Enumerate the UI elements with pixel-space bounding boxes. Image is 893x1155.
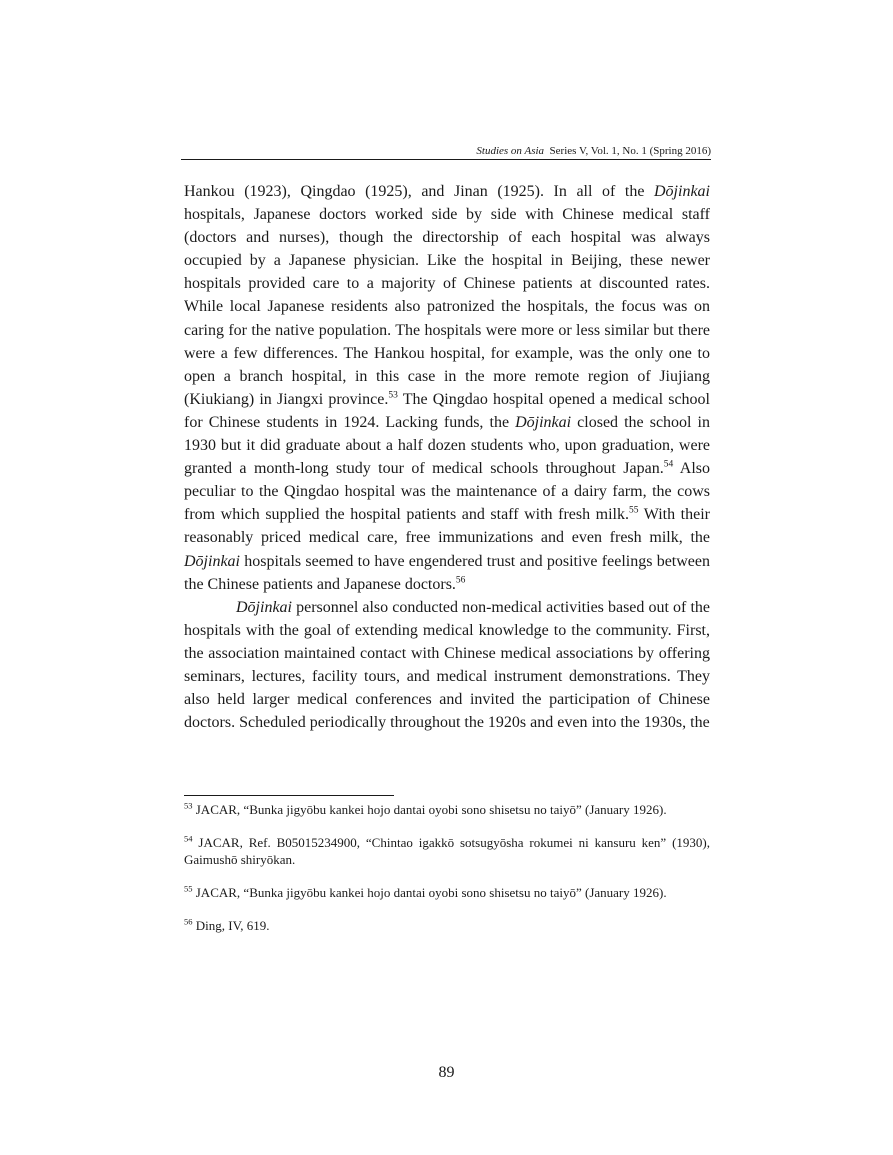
running-header [181,144,711,158]
footnote-ref-56[interactable]: 56 [455,575,466,586]
text-run: hospitals seemed to have engendered trust and positive feelings between the Chinese patients and Japanese doctors. [184,552,710,593]
text-run: hospitals, Japanese doctors worked side by side with Chinese medical staff (doctors and nurses), though the directorship of each hospital was always occupied by a Japanese physician. Like the hospital in Beijing, these newer hospitals provided care to a majority of Chinese patients at discounted rates. While local Japanese residents also patronized the hospitals, the focus was on caring for the native population. The hospitals were more or less similar but there were a few differences. The Hankou hospital, for example, was the only one to open a branch hospital, in this case in the more remote region of Jiujiang (Kiukiang) in Jiangxi province. [184,206,710,408]
footnote-55 [184,884,710,901]
footnote-text: JACAR, Ref. B05015234900, “Chintao igakkō sotsugyōsha rokumei ni kansuru ken” (1930), Gaimushō shiryōkan. [184,835,710,867]
paragraph-1 [184,180,710,596]
footnote-number: 53 [184,800,193,811]
footnotes [184,801,710,950]
header-rule [181,159,711,160]
footnote-number: 54 [184,833,193,844]
text-run: Hankou (1923), Qingdao (1925), and Jinan (1925). In all of the [184,183,654,200]
journal-issue: Series V, Vol. 1, No. 1 (Spring 2016) [549,145,711,157]
footnote-text: Ding, IV, 619. [195,918,270,933]
main-text [184,180,710,734]
footnote-53 [184,801,710,818]
term-dojinkai: Dōjinkai [184,552,240,570]
text-run: With their reasonably priced medical care, free immunizations and even fresh milk, the [184,506,710,547]
footnote-54 [184,834,710,868]
footnote-separator [184,795,394,796]
text-run: Also peculiar to the Qingdao hospital was the maintenance of a dairy farm, the cows from which supplied the hospital patients and staff with fresh milk. [184,460,710,524]
text-run: closed the school in 1930 but it did graduate about a half dozen students who, upon graduation, were granted a month-long study tour of medical schools throughout Japan. [184,413,710,478]
term-dojinkai: Dōjinkai [654,183,710,200]
page-number: 89 [438,1064,455,1081]
text-run: The Qingdao hospital opened a medical school for Chinese students in 1924. Lacking funds, the [184,390,711,431]
text-run: personnel also conducted non-medical activities based out of the hospitals with the goal of extending medical knowledge to the community. First, the association maintained contact with Chinese medical associations by offering seminars, lectures, facility tours, and medical instrument demonstrations. They also held larger medical conferences and invited the participation of Chinese doctors. Scheduled periodically throughout the 1920s and even into the 1930s, the [184,598,710,732]
footnote-56 [184,917,710,934]
journal-title: Studies on Asia [476,145,545,157]
term-dojinkai: Dōjinkai [515,413,572,431]
paragraph-2 [184,596,710,735]
footnote-text: JACAR, “Bunka jigyōbu kankei hojo dantai oyobi sono shisetsu no taiyō” (January 1926). [195,885,667,900]
footnote-number: 56 [184,916,193,927]
footnote-number: 55 [184,883,193,894]
footnote-ref-54[interactable]: 54 [663,459,674,470]
footnote-ref-53[interactable]: 53 [388,390,398,401]
footnote-ref-55[interactable]: 55 [629,505,639,516]
term-dojinkai: Dōjinkai [236,598,292,616]
footnote-text: JACAR, “Bunka jigyōbu kankei hojo dantai oyobi sono shisetsu no taiyō” (January 1926). [195,802,667,817]
